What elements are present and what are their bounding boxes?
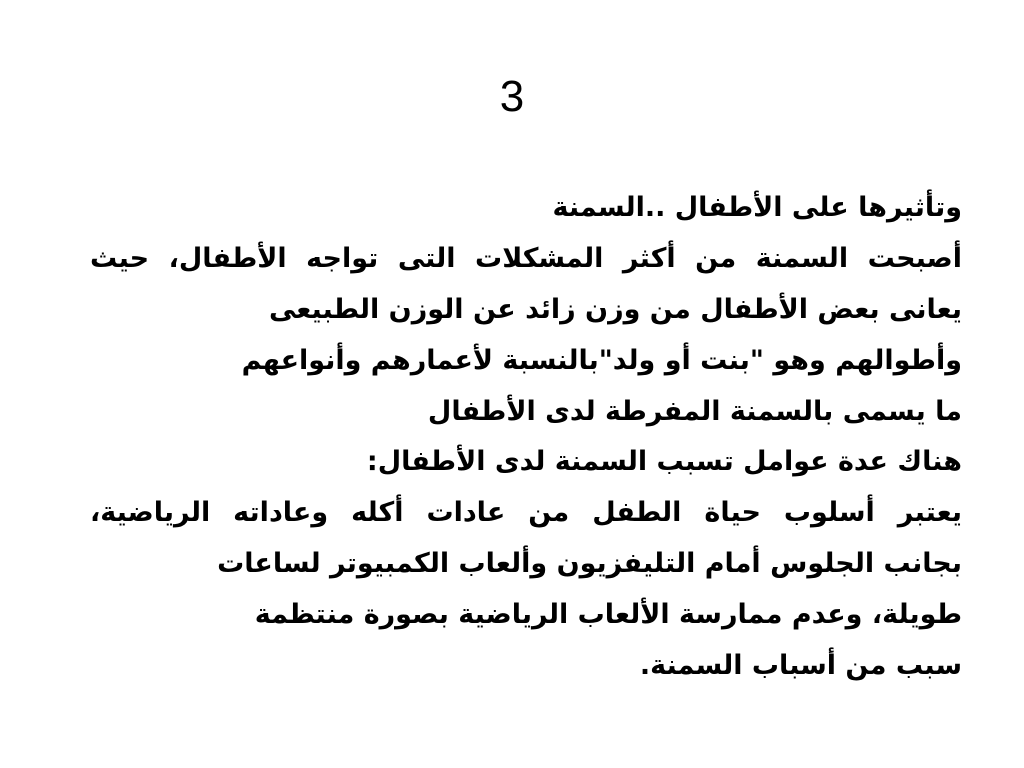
paragraph-line: بجانب الجلوس أمام التليفزيون وألعاب الكمبيوتر لساعات <box>217 548 962 579</box>
paragraph-line: يعتبر أسلوب حياة الطفل من عادات أكله وعاداته الرياضية، <box>90 497 962 528</box>
paragraph-obesity-intro <box>90 182 962 437</box>
paragraph-line: يعانى بعض الأطفال من وزن زائد عن الوزن الطبيعى <box>268 294 962 325</box>
paragraph-line: أصبحت السمنة من أكثر المشكلات التى تواجه الأطفال، حيث <box>90 243 962 274</box>
paragraph-line: سبب من أسباب السمنة. <box>639 650 962 681</box>
paragraph-line: ما يسمى بالسمنة المفرطة لدى الأطفال <box>427 396 962 427</box>
paragraph-line: طويلة، وعدم ممارسة الألعاب الرياضية بصورة منتظمة <box>254 599 962 630</box>
paragraph-line: هناك عدة عوامل تسبب السمنة لدى الأطفال: <box>366 446 962 477</box>
paragraph-line: وأطوالهم وهو "بنت أو ولد"بالنسبة لأعمارهم وأنواعهم <box>241 345 962 376</box>
paragraph-line: وتأثيرها على الأطفال ..السمنة <box>552 192 962 223</box>
paragraph-obesity-causes <box>90 436 962 691</box>
slide-number: 3 <box>499 72 525 121</box>
